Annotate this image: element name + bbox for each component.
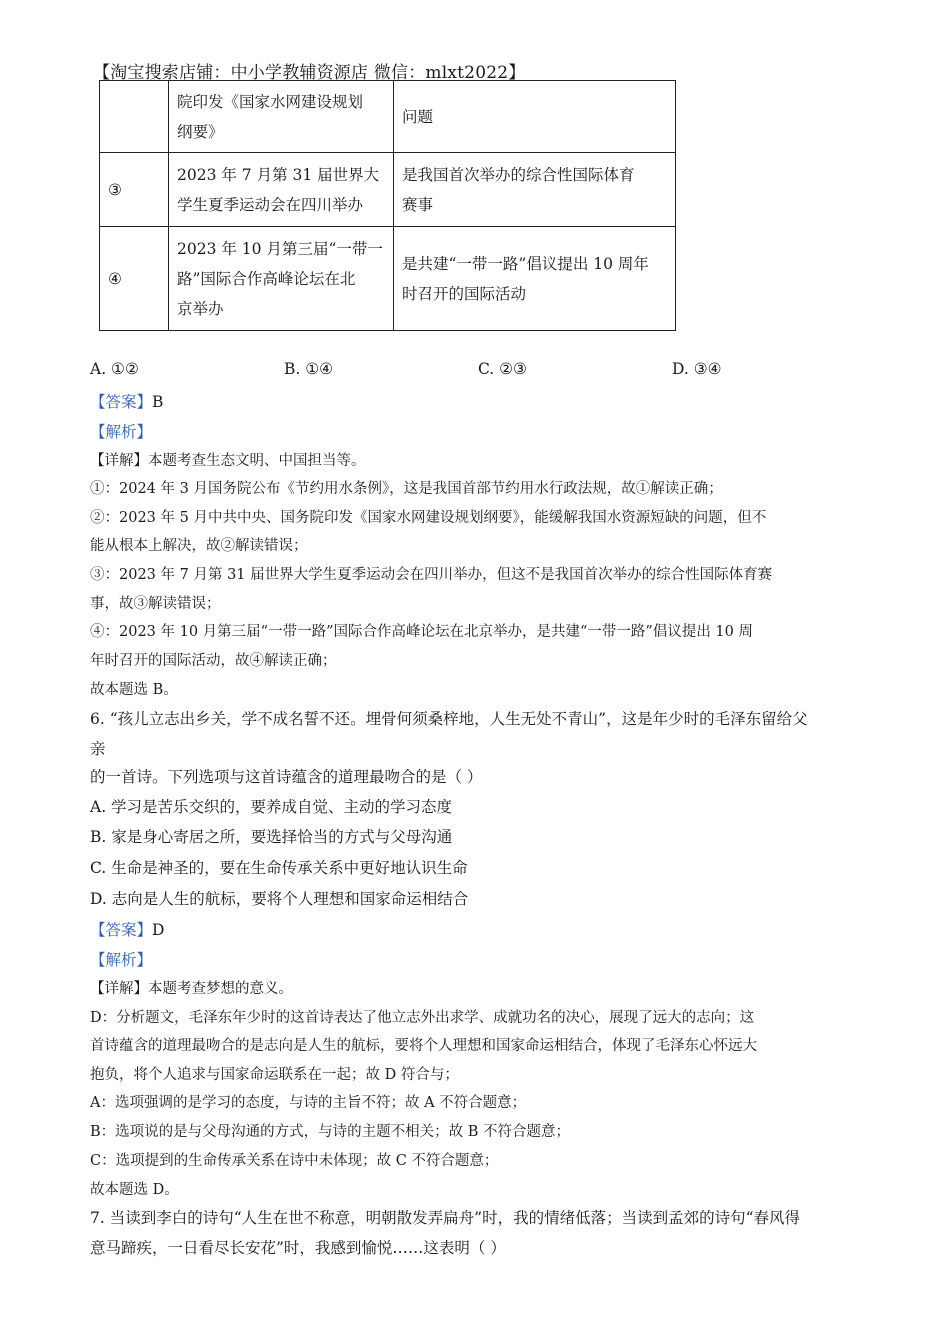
choice-a: A. 学习是苦乐交织的，要养成自觉、主动的学习态度 xyxy=(90,798,453,816)
detail-line: 抱负，将个人追求与国家命运联系在一起；故 D 符合与； xyxy=(90,1067,459,1083)
row-number: ④ xyxy=(100,227,169,331)
row-number xyxy=(100,81,169,153)
option-c: C. ②③ xyxy=(478,360,527,378)
row-number: ③ xyxy=(100,153,169,227)
interpretation-line: 时召开的国际活动 xyxy=(402,284,527,303)
choice-c: C. 生命是神圣的，要在生命传承关系中更好地认识生命 xyxy=(90,859,468,877)
event-cell xyxy=(169,81,394,153)
interpretation-cell xyxy=(394,81,676,153)
shop-header: 【淘宝搜索店铺：中小学教辅资源店 微信：mlxt2022】 xyxy=(93,63,526,83)
interpretation-line: 是我国首次举办的综合性国际体育 xyxy=(402,165,635,184)
analysis-tag: 【解析】 xyxy=(90,951,153,969)
answer-line xyxy=(90,390,163,414)
detail-line: 事，故③解读错误； xyxy=(90,596,221,612)
event-cell xyxy=(169,227,394,331)
event-line: 2023 年 7 月第 31 届世界大 xyxy=(177,165,380,184)
detail-line: 【详解】本题考查梦想的意义。 xyxy=(90,981,293,997)
question-stem: 亲 xyxy=(90,740,106,758)
detail-line: A：选项强调的是学习的态度，与诗的主旨不符；故 A 不符合题意； xyxy=(90,1095,527,1111)
table-row xyxy=(100,227,676,331)
option-d: D. ③④ xyxy=(672,360,722,378)
question-stem: 6. “孩儿立志出乡关，学不成名誓不还。埋骨何须桑梓地，人生无处不青山”，这是年少时的毛泽东留给父 xyxy=(90,710,808,728)
answer-line xyxy=(90,918,164,942)
detail-line: ②：2023 年 5 月中共中央、国务院印发《国家水网建设规划纲要》，能缓解我国水资源短缺的问题，但不 xyxy=(90,510,767,526)
analysis-tag: 【解析】 xyxy=(90,423,153,441)
event-line: 院印发《国家水网建设规划 xyxy=(177,92,364,111)
detail-line: 故本题选 B。 xyxy=(90,682,178,698)
question-stem: 7. 当读到李白的诗句“人生在世不称意，明朝散发弄扁舟”时，我的情绪低落；当读到孟郊的诗句“春风得 xyxy=(90,1209,800,1227)
detail-line: ③：2023 年 7 月第 31 届世界大学生夏季运动会在四川举办，但这不是我国首次举办的综合性国际体育赛 xyxy=(90,567,773,583)
question-stem: 的一首诗。下列选项与这首诗蕴含的道理最吻合的是（ ） xyxy=(90,768,483,786)
event-line: 学生夏季运动会在四川举办 xyxy=(177,195,364,214)
answer-tag: 【答案】 xyxy=(90,393,153,411)
choice-d: D. 志向是人生的航标，要将个人理想和国家命运相结合 xyxy=(90,890,469,908)
detail-line: ④：2023 年 10 月第三届“一带一路”国际合作高峰论坛在北京举办，是共建“一带一路”倡议提出 10 周 xyxy=(90,624,753,640)
answer-value: B xyxy=(152,393,164,411)
detail-line: 首诗蕴含的道理最吻合的是志向是人生的航标，要将个人理想和国家命运相结合，体现了毛泽东心怀远大 xyxy=(90,1038,757,1054)
detail-line: D：分析题文，毛泽东年少时的这首诗表达了他立志外出求学、成就功名的决心，展现了远大的志向；这 xyxy=(90,1010,755,1026)
option-b: B. ①④ xyxy=(284,360,334,378)
option-a: A. ①② xyxy=(90,360,139,378)
question-table xyxy=(99,80,676,331)
interpretation-line: 是共建“一带一路”倡议提出 10 周年 xyxy=(402,254,649,273)
detail-line: 【详解】本题考查生态文明、中国担当等。 xyxy=(90,453,366,469)
event-cell xyxy=(169,153,394,227)
detail-line: B：选项说的是与父母沟通的方式，与诗的主题不相关；故 B 不符合题意； xyxy=(90,1124,571,1140)
choice-b: B. 家是身心寄居之所，要选择恰当的方式与父母沟通 xyxy=(90,828,453,846)
event-line: 路”国际合作高峰论坛在北 xyxy=(177,269,356,288)
table-row xyxy=(100,153,676,227)
interpretation-line: 问题 xyxy=(402,107,434,126)
detail-line: 故本题选 D。 xyxy=(90,1182,179,1198)
question-stem: 意马蹄疾，一日看尽长安花”时，我感到愉悦……这表明（ ） xyxy=(90,1239,506,1257)
detail-line: 年时召开的国际活动，故④解读正确； xyxy=(90,653,337,669)
interpretation-cell xyxy=(394,153,676,227)
detail-line: C：选项提到的生命传承关系在诗中未体现；故 C 不符合题意； xyxy=(90,1153,499,1169)
event-line: 2023 年 10 月第三届“一带一 xyxy=(177,239,383,258)
interpretation-line: 赛事 xyxy=(402,195,434,214)
answer-tag: 【答案】 xyxy=(90,921,153,939)
event-line: 纲要》 xyxy=(177,122,224,141)
table-row xyxy=(100,81,676,153)
event-line: 京举办 xyxy=(177,299,224,318)
detail-line: 能从根本上解决，故②解读错误； xyxy=(90,538,308,554)
detail-line: ①：2024 年 3 月国务院公布《节约用水条例》，这是我国首部节约用水行政法规，故①解读正确； xyxy=(90,481,723,497)
interpretation-cell xyxy=(394,227,676,331)
answer-value: D xyxy=(152,921,165,939)
answer-options xyxy=(90,360,850,384)
